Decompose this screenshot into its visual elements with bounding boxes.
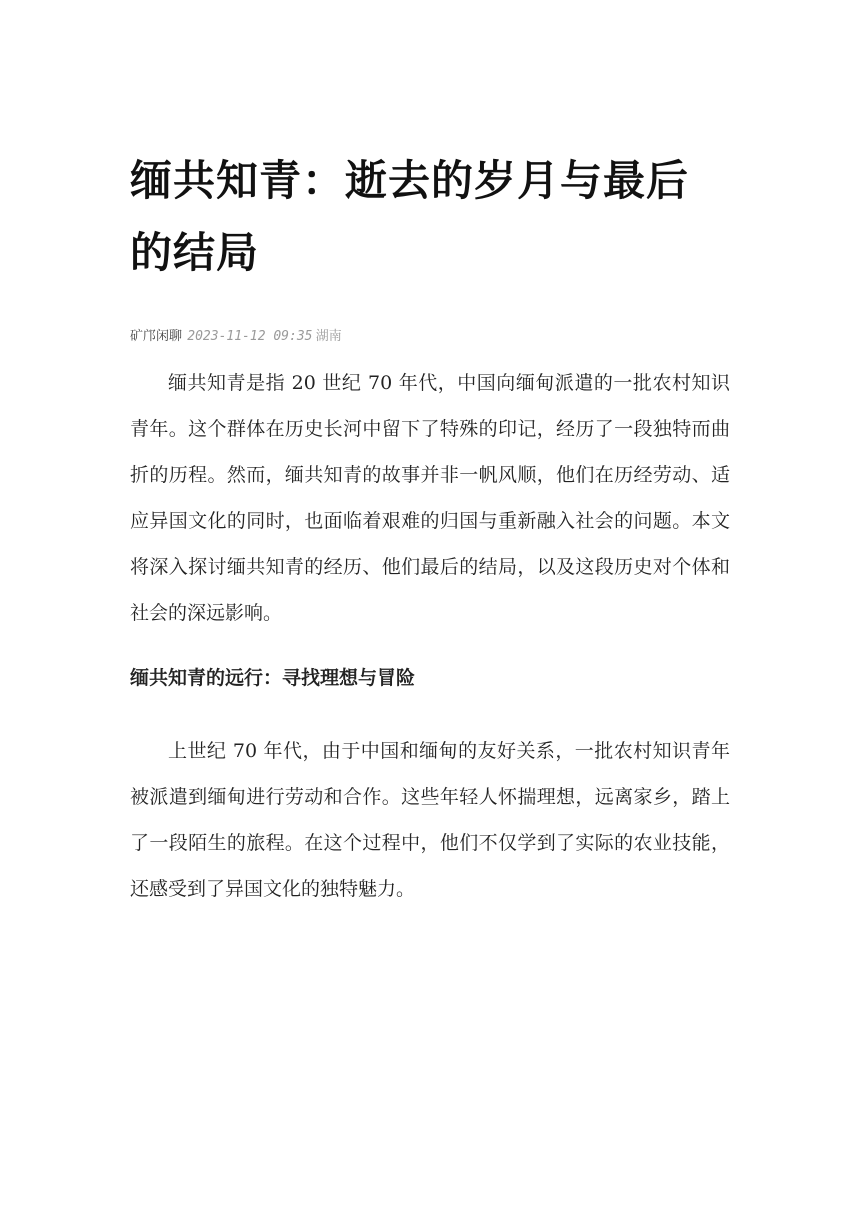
article-title: 缅共知青：逝去的岁月与最后的结局 [130,156,690,277]
location-label: 湖南 [315,329,342,344]
author-name[interactable]: 矿邝闲聊 [130,329,183,344]
article-paragraph: 上世纪 70 年代，由于中国和缅甸的友好关系，一批农村知识青年被派遣到缅甸进行劳动和合作。这些年轻人怀揣理想，远离家乡，踏上了一段陌生的旅程。在这个过程中，他们不仅学到了实际的农业技能，还感受到了异国文化的独特魅力。 [130,740,730,900]
article-paragraph: 缅共知青是指 20 世纪 70 年代，中国向缅甸派遣的一批农村知识青年。这个群体在历史长河中留下了特殊的印记，经历了一段独特而曲折的历程。然而，缅共知青的故事并非一帆风顺，他们在历经劳动、适应异国文化的同时，也面临着艰难的归国与重新融入社会的问题。本文将深入探讨缅共知青的经历、他们最后的结局，以及这段历史对个体和社会的深远影响。 [130,372,730,624]
article-meta [130,326,342,347]
section-heading: 缅共知青的远行：寻找理想与冒险 [130,667,416,689]
publish-time: 2023-11-12 09:35 [187,329,313,344]
